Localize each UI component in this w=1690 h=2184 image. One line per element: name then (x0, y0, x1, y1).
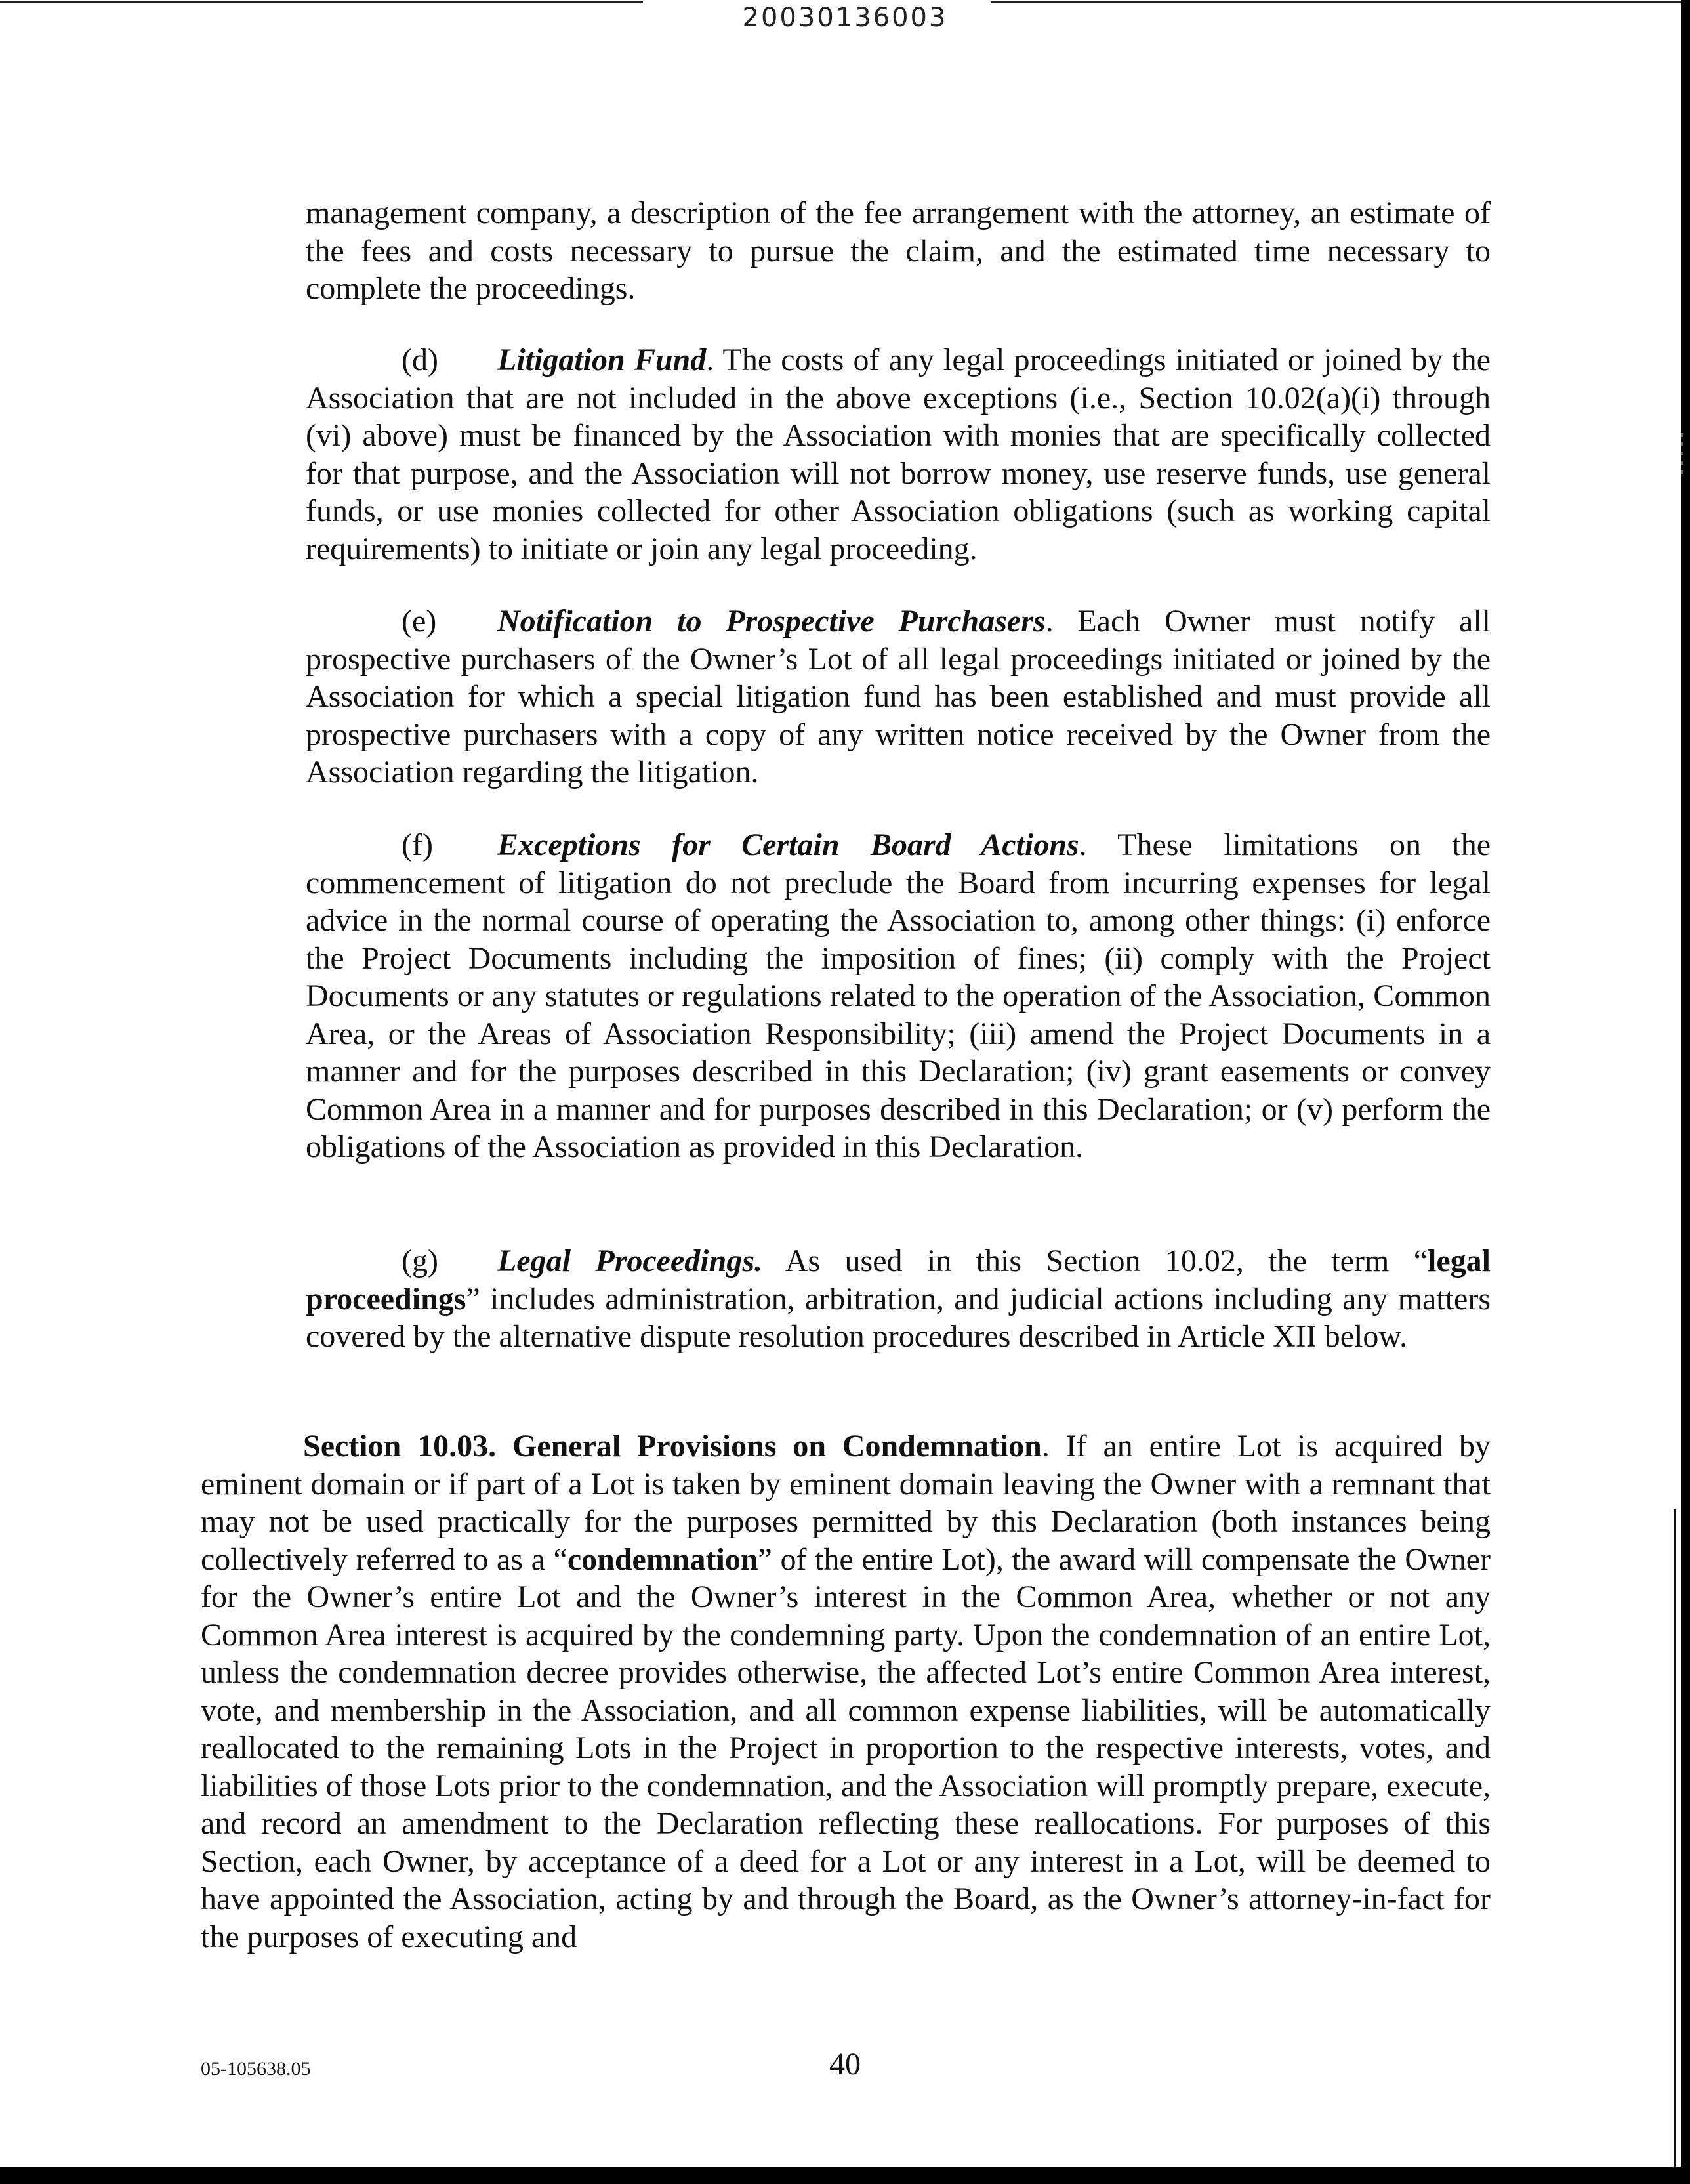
page-number: 40 (829, 2047, 861, 2082)
document-number: 20030136003 (742, 3, 948, 33)
section-10-03 (201, 1427, 1491, 1956)
paragraph-f (306, 826, 1491, 1166)
paragraph-body: . These limitations on the commencement of litigation do not preclude the Board from incurring expenses for legal advice in the normal course of operating the Association to, among other things: (i) enforce the Project Documents including the imposition of fines; (ii) comply with the Project Documents or any statutes or regulations related to the operation of the Association, Common Area, or the Areas of Association Responsibility; (iii) amend the Project Documents in a manner and for the purposes described in this Declaration; (iv) grant easements or convey Common Area in a manner and for purposes described in this Declaration; or (v) perform the obligations of the Association as provided in this Declaration. (306, 828, 1491, 1164)
paragraph-heading: Notification to Prospective Purchasers (497, 604, 1046, 639)
paragraph-body: . Each Owner must notify all prospective purchasers of the Owner’s Lot of all legal proceedings initiated or joined by the Association for which a special litigation fund has been established and must provide all prospective purchasers with a copy of any written notice received by the Owner from the Association regarding the litigation. (306, 604, 1491, 789)
section-body: . If an entire Lot is acquired by eminent domain or if part of a Lot is taken by eminent domain leaving the Owner with a remnant that may not be used practically for the purposes permitted by this Declaration (both instances being collectively referred to as a “ (201, 1429, 1491, 1577)
paragraph-text: management company, a description of the fee arrangement with the attorney, an estimate of the fees and costs necessary to pursue the claim, and the estimated time necessary to complete the proceedings. (306, 196, 1491, 306)
paragraph-label: (g) (402, 1244, 438, 1278)
paragraph-d (306, 341, 1491, 568)
section-heading: Section 10.03. General Provisions on Condemnation (303, 1429, 1042, 1463)
scan-border-right-thin (1674, 1509, 1676, 2184)
defined-term: legal proceedings (306, 1244, 1491, 1316)
paragraph-heading: Legal Proceedings. (497, 1244, 763, 1278)
scan-artifact (1681, 433, 1683, 479)
paragraph-body: ” includes administration, arbitration, and judicial actions including any matters covered by the alternative dispute resolution procedures described in Article XII below. (306, 1281, 1491, 1354)
paragraph-g (306, 1242, 1491, 1356)
paragraph-label: (f) (402, 828, 433, 862)
paragraph-heading: Exceptions for Certain Board Actions (497, 828, 1079, 862)
scan-border-bottom (0, 2167, 1690, 2184)
paragraph-heading: Litigation Fund (497, 343, 707, 377)
paragraph-label: (d) (402, 343, 438, 377)
defined-term: condemnation (567, 1542, 758, 1577)
scan-border-right (1681, 0, 1690, 2184)
paragraph-continuation (306, 194, 1491, 308)
paragraph-e (306, 602, 1491, 791)
footer-document-id: 05-105638.05 (201, 2058, 311, 2080)
paragraph-body: As used in this Section 10.02, the term “ (762, 1244, 1428, 1278)
paragraph-label: (e) (402, 604, 437, 639)
section-body: ” of the entire Lot), the award will compensate the Owner for the Owner’s entire Lot and the Owner’s interest in the Common Area, whether or not any Common Area interest is acquired by the condemning party. Upon the condemnation of an entire Lot, unless the condemnation decree provides otherwise, the affected Lot’s entire Common Area interest, vote, and membership in the Association, and all common expense liabilities, will be automatically reallocated to the remaining Lots in the Project in proportion to the respective interests, votes, and liabilities of those Lots prior to the condemnation, and the Association will promptly prepare, execute, and record an amendment to the Declaration reflecting these reallocations. For purposes of this Section, each Owner, by acceptance of a deed for a Lot or any interest in a Lot, will be deemed to have appointed the Association, acting by and through the Board, as the Owner’s attorney-in-fact for the purposes of executing and (201, 1542, 1491, 1954)
paragraph-body: . The costs of any legal proceedings initiated or joined by the Association that are not included in the above exceptions (i.e., Section 10.02(a)(i) through (vi) above) must be financed by the Association with monies that are specifically collected for that purpose, and the Association will not borrow money, use reserve funds, use general funds, or use monies collected for other Association obligations (such as working capital requirements) to initiate or join any legal proceeding. (306, 343, 1491, 566)
